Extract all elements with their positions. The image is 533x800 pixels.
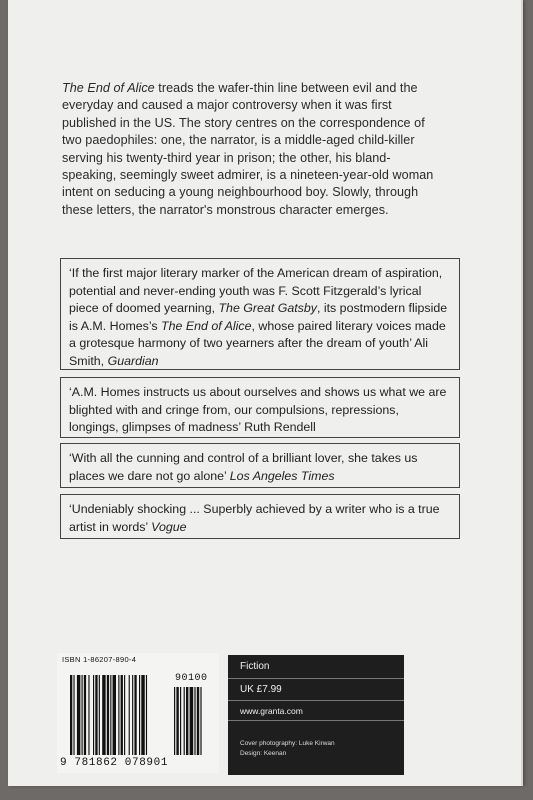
quote-text: ‘A.M. Homes instructs us about ourselves and shows us what we are blighted with and cringe from, our compulsions, repressions, longings, glimpses of madness’ Ruth Rendell bbox=[69, 385, 447, 435]
quote-source: Los Angeles Times bbox=[229, 468, 335, 483]
info-panel bbox=[228, 655, 404, 775]
barcode-digits: 9 781862 078901 bbox=[60, 757, 169, 769]
review-quote-4 bbox=[60, 494, 460, 539]
design-credit: Design: Keenan bbox=[240, 750, 287, 757]
review-quote-3 bbox=[60, 443, 460, 488]
quote-source: Guardian bbox=[107, 353, 159, 368]
review-quote-1 bbox=[60, 258, 460, 370]
photo-credit: Cover photography: Luke Kirwan bbox=[240, 740, 335, 747]
review-quote-2 bbox=[60, 377, 460, 438]
isbn-label: ISBN 1-86207-890-4 bbox=[62, 655, 137, 664]
quote-source: Vogue bbox=[151, 519, 187, 534]
quote-italic-title: The End of Alice bbox=[161, 318, 252, 333]
quote-text: ‘If the first major literary marker of the American dream of aspiration, potential and never-ending youth was F. Scott Fitzgerald’s lyrical piece of doomed yearning, bbox=[69, 266, 443, 316]
quote-text: ‘Undeniably shocking ... Superbly achieved by a writer who is a true artist in words’ bbox=[69, 502, 440, 534]
barcode-icon bbox=[70, 675, 217, 759]
quote-italic-title: The Great Gatsby bbox=[218, 301, 317, 316]
blurb-title: The End of Alice bbox=[62, 81, 155, 95]
blurb-text: treads the wafer-thin line between evil and the everyday and caused a major controversy when it was first published in the US. The story centres on the correspondence of two paedophiles: one, the narrator, is a middle-aged child-killer serving his twenty-third year in prison; the other, his bland-speaking, seemingly sweet admirer, is a nineteen-year-old woman intent on seducing a young neighbourhood boy. Slowly, through these letters, the narrator's monstrous character emerges. bbox=[62, 81, 434, 217]
website-link[interactable]: www.granta.com bbox=[228, 701, 404, 721]
quote-text: ‘With all the cunning and control of a brilliant lover, she takes us places we dare not go alone’ bbox=[69, 451, 418, 483]
quote-text: , its postmodern flipside is A.M. Homes’s bbox=[69, 301, 448, 333]
price-code: 90100 bbox=[175, 673, 208, 684]
credits bbox=[240, 739, 335, 759]
quote-text: , whose paired literary voices made a grotesque harmony of two yearners after the dream of youth’ Ali Smith, bbox=[69, 318, 446, 368]
category-label: Fiction bbox=[228, 655, 404, 679]
synopsis-blurb bbox=[62, 80, 442, 219]
barcode-block bbox=[57, 653, 219, 773]
price-label: UK £7.99 bbox=[228, 679, 404, 701]
